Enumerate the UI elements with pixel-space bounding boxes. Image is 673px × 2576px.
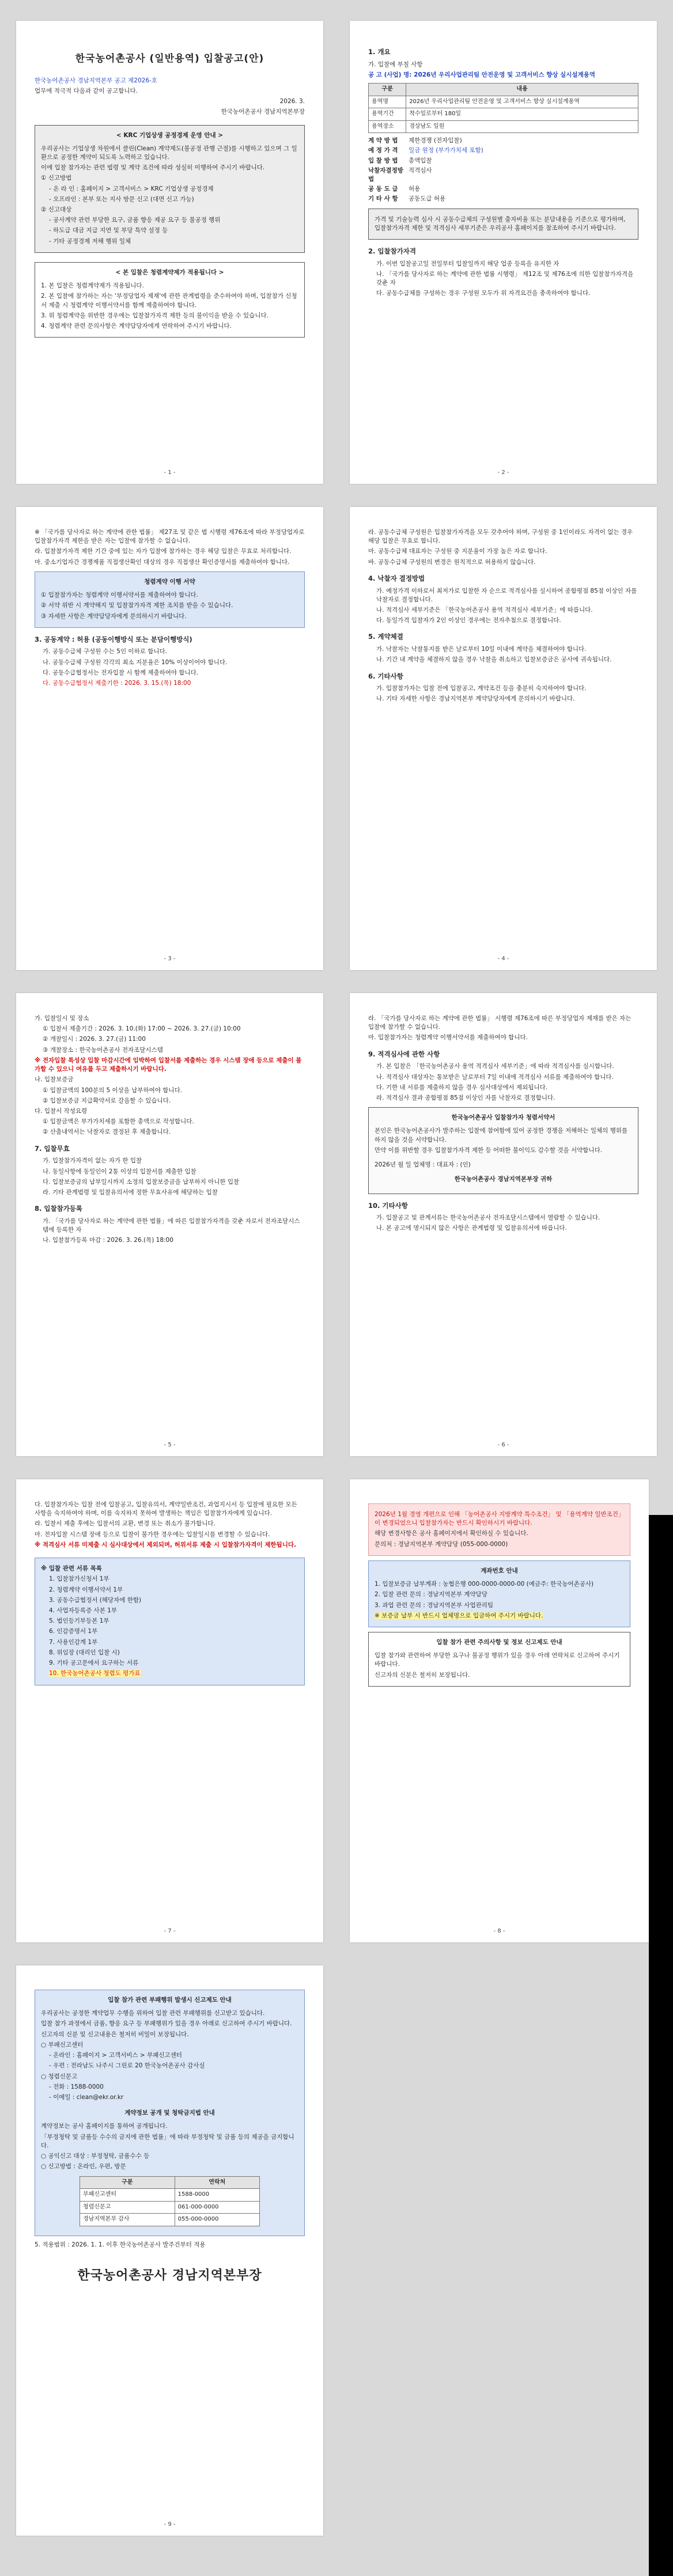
table-cell: 착수일로부터 180일 — [406, 108, 638, 121]
box-line: 만약 이를 위반할 경우 입찰참가자격 제한 등 어떠한 불이익도 감수할 것을 서약합니다. — [375, 1146, 603, 1154]
box-line: - 공사계약 관련 부당한 요구, 금품 향응 제공 요구 등 불공정 행위 — [49, 217, 221, 224]
body-line: 나. 적격심사 대상자는 통보받은 날로부터 7일 이내에 적격심사 서류를 제출하여야 합니다. — [376, 1073, 614, 1081]
body-line: ② 개찰일시 : 2026. 3. 27.(금) 11:00 — [43, 1036, 146, 1043]
box-line: 본인은 한국농어촌공사가 발주하는 입찰에 참여함에 있어 공정한 경쟁을 저해하는 일체의 행위를 하지 않을 것을 서약합니다. — [375, 1127, 628, 1143]
body-line: ② 입찰보증금 지급확약서로 갈음할 수 있습니다. — [43, 1097, 171, 1104]
box-line: 문의처 : 경남지역본부 계약담당 (055-000-0000) — [375, 1540, 508, 1548]
box-title: 입찰 참가 관련 주의사항 및 정보 신고제도 안내 — [436, 1638, 562, 1646]
page-number: - 4 - — [497, 955, 509, 962]
table-header: 구분 — [369, 84, 406, 96]
page-number: - 1 - — [164, 469, 176, 476]
body-line: 가. 예정가격 이하로서 최저가로 입찰한 자 순으로 적격심사를 실시하여 종합평점 85점 이상인 자를 낙찰자로 결정합니다. — [376, 587, 637, 603]
section-heading: 2. 입찰참가자격 — [368, 247, 417, 256]
table-header: 연락처 — [175, 2176, 259, 2189]
body-line: 나. 기타 자세한 사항은 경남지역본부 계약담당자에게 문의하시기 바랍니다. — [376, 695, 575, 703]
kv-value: 적격심사 — [409, 166, 432, 174]
table-cell: 용역장소 — [369, 120, 406, 133]
box-footer: 한국농어촌공사 경남지역본부장 귀하 — [454, 1176, 553, 1183]
box-line: 우리공사는 기업상생 차원에서 클린(Clean) 계약제도(불공정 관행 근절)를 시행하고 있으며 그 일환으로 공정한 계약이 되도록 노력하고 있습니다. — [41, 145, 297, 161]
box-line: - 우편 : 전라남도 나주시 그린로 20 한국농어촌공사 감사실 — [49, 2062, 205, 2070]
box-line: 3. 과업 관련 문의 : 경남지역본부 사업관리팀 — [375, 1601, 494, 1609]
body-line: 라. 적격심사 결과 종합평점 85점 이상인 자를 낙찰자로 결정합니다. — [376, 1094, 555, 1101]
kv-value: 공동도급 허용 — [409, 195, 446, 203]
table-row — [369, 96, 638, 108]
box-title: < KRC 기업상생 공정경제 운영 안내 > — [116, 131, 224, 139]
box-line: 신고자의 신분은 철저히 보장됩니다. — [375, 1671, 470, 1679]
box-title: 입찰 참가 관련 부패행위 발생시 신고제도 안내 — [108, 1997, 232, 2003]
body-line: 나. 동일사항에 동일인이 2통 이상의 입찰서를 제출한 입찰 — [43, 1168, 196, 1175]
signature-line: 2026년 월 일 업체명 : 대표자 : (인) — [375, 1161, 471, 1169]
page-number: - 3 - — [164, 955, 176, 962]
kv-value: 허용 — [409, 185, 421, 193]
body-line: ① 입찰금액은 부가가치세를 포함한 총액으로 작성합니다. — [43, 1118, 194, 1126]
overview-table — [368, 83, 638, 133]
list-item: 1. 입찰참가신청서 1부 — [49, 1575, 109, 1583]
section-heading: 9. 적격심사에 관한 사항 — [368, 1050, 440, 1058]
body-line: ② 산출내역서는 낙찰자로 결정된 후 제출합니다. — [43, 1128, 171, 1136]
box-title: 한국농어촌공사 입찰참가자 청렴서약서 — [451, 1114, 555, 1122]
body-line: 가. 입찰참가자격이 없는 자가 한 입찰 — [43, 1157, 142, 1165]
kv-key: 공 동 도 급 — [368, 185, 398, 193]
krc-fair-economy-box — [35, 125, 305, 253]
report-info-box — [368, 1632, 630, 1687]
box-line: 4. 청렴계약 관련 문의사항은 계약담당자에게 연락하여 주시기 바랍니다. — [41, 323, 232, 330]
body-line: 마. 공동수급체 대표자는 구성원 중 지분율이 가장 높은 자로 합니다. — [368, 548, 547, 555]
box-subtitle: 계약정보 공개 및 청탁금지법 안내 — [124, 2109, 215, 2117]
section-heading: 6. 기타사항 — [368, 672, 403, 680]
box-line: 2. 입찰 관련 문의 : 경남지역본부 계약담당 — [375, 1591, 487, 1598]
table-cell: 1588-0000 — [175, 2189, 259, 2202]
list-item: 3. 공동수급협정서 (해당자에 한함) — [49, 1596, 142, 1604]
box-title: 계좌번호 안내 — [481, 1567, 518, 1574]
document-page-2 — [350, 21, 657, 484]
table-row — [369, 120, 638, 133]
qualification-line: 다. 공동수급체를 구성하는 경우 구성원 모두가 위 자격요건을 충족하여야 합니다. — [376, 290, 591, 297]
kv-key: 입 찰 방 법 — [368, 157, 398, 164]
box-line: 신고자의 신분 및 신고내용은 철저히 비밀이 보장됩니다. — [41, 2031, 189, 2038]
box-line: 입찰 참가와 관련하여 부당한 요구나 불공정 행위가 있을 경우 아래 연락처로 신고하여 주시기 바랍니다. — [375, 1652, 620, 1668]
box-line: - 하도급 대금 지급 지연 및 부당 특약 설정 등 — [49, 227, 168, 234]
table-cell: 부패신고센터 — [80, 2189, 175, 2202]
list-item: 7. 사용인감계 1부 — [49, 1638, 98, 1646]
table-cell: 2026년 우리사업관리팀 안전운영 및 고객서비스 향상 실시설계용역 — [406, 96, 638, 108]
body-line: 라. 기타 관계법령 및 입찰유의서에 정한 무효사유에 해당하는 입찰 — [43, 1188, 218, 1196]
table-row — [80, 2201, 260, 2214]
box-line: ③ 자세한 사항은 계약담당자에게 문의하시기 바랍니다. — [41, 612, 187, 620]
box-line: ② 신고대상 — [41, 206, 72, 214]
table-row — [369, 108, 638, 121]
kv-key: 기 타 사 항 — [368, 195, 398, 203]
box-line: - 전화 : 1588-0000 — [49, 2083, 104, 2090]
document-page-4 — [350, 507, 657, 970]
section-heading: 10. 기타사항 — [368, 1201, 408, 1210]
body-line: 가. 「국가를 당사자로 하는 계약에 관한 법률」에 따른 입찰참가자격을 갖춘 자로서 전자조달시스템에 등록한 자 — [43, 1217, 300, 1234]
kv-key: 낙찰자결정방법 — [368, 166, 403, 183]
box-line: - 오프라인 : 본부 또는 지사 방문 신고 (대면 신고 가능) — [49, 195, 194, 203]
notice-number: 한국농어촌공사 경남지역본부 공고 제2026-호 — [35, 77, 157, 84]
box-line: - 온 라 인 : 홈페이지 > 고객서비스 > KRC 기업상생 공정경제 — [49, 185, 214, 192]
body-line: 나. 기간 내 계약을 체결하지 않을 경우 낙찰을 취소하고 입찰보증금은 공사에 귀속됩니다. — [376, 656, 612, 664]
box-line: 3. 위 청렴계약을 위반한 경우에는 입찰참가자격 제한 등의 불이익을 받을 수 있습니다. — [41, 312, 269, 319]
body-line: 가. 입찰참가자는 입찰 전에 입찰공고, 계약조건 등을 충분히 숙지하여야 합니다. — [376, 685, 587, 692]
note-text: 가격 및 기술능력 심사 시 공동수급체의 구성원별 출자비율 또는 분담내용을 기준으로 평가하며, 입찰참가자격 제한 및 적격심사 세부기준은 우리공사 홈페이지를 참조하여 주시기 바랍니다. — [375, 215, 626, 232]
body-line: 라. 입찰참가자격 제한 기간 중에 있는 자가 입찰에 참가하는 경우 해당 입찰은 무효로 처리합니다. — [35, 548, 292, 555]
body-line: 다. 입찰보증금의 납부일시까지 소정의 입찰보증금을 납부하지 아니한 입찰 — [43, 1178, 240, 1185]
page-number: - 2 - — [497, 469, 509, 476]
body-line: 가. 입찰공고 및 관계서류는 한국농어촌공사 전자조달시스템에서 열람할 수 있습니다. — [376, 1214, 600, 1222]
body-line: 라. 「국가를 당사자로 하는 계약에 관한 법률」 시행령 제76조에 따른 부정당업자 제재를 받은 자는 입찰에 참가할 수 없습니다. — [368, 1015, 632, 1031]
box-line: ① 입찰참가자는 청렴계약 이행서약서를 제출하여야 합니다. — [41, 592, 198, 599]
body-line: 나. 공동수급체 구성원 각각의 최소 지분율은 10% 이상이어야 합니다. — [43, 658, 228, 666]
box-line: 1. 본 입찰은 청렴계약제가 적용됩니다. — [41, 282, 144, 290]
kv-key: 예 정 가 격 — [368, 147, 398, 154]
account-info-box — [368, 1560, 630, 1627]
body-line: 바. 공동수급체 구성원의 변경은 원칙적으로 허용하지 않습니다. — [368, 558, 536, 566]
box-line: 이에 입찰 참가자는 관련 법령 및 계약 조건에 따라 성실히 이행하여 주시기 바랍니다. — [41, 164, 265, 172]
box-line: ○ 신고방법 : 온라인, 우편, 방문 — [41, 2163, 126, 2170]
box-line: ○ 부패신고센터 — [41, 2041, 84, 2048]
kv-row — [368, 166, 638, 184]
body-line: 나. 입찰보증금 — [35, 1076, 74, 1084]
list-item: 9. 기타 공고문에서 요구하는 서류 — [49, 1660, 139, 1667]
body-line: ① 입찰서 제출기간 : 2026. 3. 10.(화) 17:00 ~ 2026. 3. 27.(금) 10:00 — [43, 1025, 241, 1033]
kv-value: 제한경쟁 (전자입찰) — [409, 137, 462, 145]
kv-key: 계 약 방 법 — [368, 137, 398, 145]
contact-table — [80, 2176, 260, 2226]
section-heading: 7. 입찰무효 — [35, 1144, 70, 1153]
box-line: ○ 청렴신문고 — [41, 2073, 78, 2080]
section-heading: 3. 공동계약 : 허용 (공동이행방식 또는 분담이행방식) — [35, 635, 192, 643]
qualification-line: 가. 이번 입찰공고일 전일부터 입찰일까지 해당 업종 등록을 유지한 자 — [376, 260, 559, 267]
body-line: 나. 적격심사 세부기준은 「한국농어촌공사 용역 적격심사 세부기준」에 따릅니다. — [376, 606, 593, 613]
page-number: - 8 - — [493, 1927, 505, 1934]
body-line: 가. 낙찰자는 낙찰통지를 받은 날로부터 10일 이내에 계약을 체결하여야 합니다. — [376, 646, 587, 653]
list-item: 6. 인감증명서 1부 — [49, 1628, 98, 1635]
box-line: 입찰 참가 과정에서 금품, 향응 요구 등 부패행위가 있을 경우 아래로 신고하여 주시기 바랍니다. — [41, 2020, 292, 2028]
list-item: 2. 청렴계약 이행서약서 1부 — [49, 1586, 123, 1593]
notice-date: 2026. 3. — [279, 98, 305, 105]
table-row — [80, 2189, 260, 2202]
box-title: 청렴계약 이행 서약 — [144, 578, 195, 585]
deadline-line: 다. 공동수급협정서 제출기한 : 2026. 3. 15.(목) 18:00 — [43, 680, 191, 687]
kv-row — [368, 195, 638, 203]
document-page-6 — [350, 993, 657, 1456]
table-cell: 용역기간 — [369, 108, 406, 121]
box-line: ① 신고방법 — [41, 175, 72, 182]
box-line: 「부정청탁 및 금품등 수수의 금지에 관한 법률」에 따라 부정청탁 및 금품 등의 제공을 금지합니다. — [41, 2133, 294, 2149]
issuer-signature: 한국농어촌공사 경남지역본부장 — [77, 2268, 262, 2283]
warning-note: ※ 전자입찰 특성상 입찰 마감시간에 임박하여 입찰서를 제출하는 경우 시스템 장애 등으로 제출이 불가할 수 있으니 여유를 두고 제출하시기 바랍니다. — [35, 1056, 302, 1073]
qualification-line: 나. 「국가를 당사자로 하는 계약에 관한 법률 시행령」 제12조 및 제76조에 의한 입찰참가자격을 갖춘 자 — [376, 270, 634, 287]
box-line: - 기타 공정경제 저해 행위 일체 — [49, 237, 131, 245]
table-header: 구분 — [80, 2176, 175, 2189]
body-line: 마. 중소기업자간 경쟁제품 직접생산확인 대상의 경우 직접생산 확인증명서를 제출하여야 합니다. — [35, 558, 290, 566]
body-line: ① 입찰금액의 100분의 5 이상을 납부하여야 합니다. — [43, 1086, 183, 1094]
section-heading: 8. 입찰참가등록 — [35, 1204, 83, 1213]
box-line: 2. 본 입찰에 참가하는 자는 '부정당업자 제재'에 관한 관계법령을 준수하여야 하며, 입찰참가 신청서 제출 시 청렴계약 이행서약서를 함께 제출하여야 합니다. — [41, 293, 297, 309]
body-line: 가. 공동수급체 구성원 수는 5인 이하로 합니다. — [43, 648, 167, 656]
page-number: - 6 - — [497, 1441, 509, 1448]
document-page-5 — [16, 993, 323, 1456]
background-black-region — [649, 1515, 673, 2576]
page-number: - 7 - — [164, 1927, 176, 1934]
kv-row — [368, 137, 638, 145]
kv-row — [368, 157, 638, 165]
notice-subject: 업무에 적극적 다음과 같이 공고합니다. — [35, 87, 138, 94]
table-header: 내용 — [406, 84, 638, 96]
document-page-3 — [16, 507, 323, 970]
box-line: 계약정보는 공사 홈페이지를 통하여 공개됩니다. — [41, 2123, 168, 2130]
box-title: ※ 입찰 관련 서류 목록 — [41, 1565, 102, 1573]
section-heading: 1. 개요 — [368, 48, 391, 56]
table-row — [80, 2214, 260, 2226]
document-list-box — [35, 1558, 305, 1685]
document-page-9 — [16, 1965, 323, 2536]
list-item-highlight: 10. 한국농어촌공사 청렴도 평가표 — [49, 1670, 141, 1677]
kv-row — [368, 185, 638, 194]
box-line: - 이메일 : clean@ekr.or.kr — [49, 2093, 124, 2101]
section-heading: 5. 계약체결 — [368, 632, 403, 641]
box-line: ② 서약 위반 시 계약해지 및 입찰참가자격 제한 조치를 받을 수 있습니다. — [41, 602, 233, 609]
box-line: ○ 공익신고 대상 : 부정청탁, 금품수수 등 — [41, 2153, 150, 2160]
table-cell: 용역명 — [369, 96, 406, 108]
table-cell: 경남지역본부 감사 — [80, 2214, 175, 2226]
page-title: 한국농어촌공사 (일반용역) 입찰공고(안) — [75, 53, 264, 65]
box-line: 해당 변경사항은 공사 홈페이지에서 확인하실 수 있습니다. — [375, 1530, 528, 1537]
highlight-text: ※ 보증금 납부 시 반드시 업체명으로 입금하여 주시기 바랍니다. — [375, 1612, 543, 1619]
pledge-form-box — [368, 1107, 638, 1194]
body-line: 라. 입찰서 제출 후에는 입찰서의 교환, 변경 또는 취소가 불가합니다. — [35, 1520, 215, 1528]
body-line: 다. 입찰서 작성요령 — [35, 1107, 88, 1115]
table-cell: 경상남도 일원 — [406, 120, 638, 133]
box-line: - 온라인 : 홈페이지 > 고객서비스 > 부패신고센터 — [49, 2052, 182, 2059]
warning-note: ※ 적격심사 서류 미제출 시 심사대상에서 제외되며, 허위서류 제출 시 입찰참가자격이 제한됩니다. — [35, 1541, 296, 1548]
body-line: 마. 입찰참가자는 청렴계약 이행서약서를 제출하여야 합니다. — [368, 1034, 528, 1041]
body-line: 마. 전자입찰 시스템 장애 등으로 입찰이 불가한 경우에는 입찰일시를 변경할 수 있습니다. — [35, 1531, 270, 1538]
project-name: 공 고 (사업) 명: 2026년 우리사업관리팀 안전운영 및 고객서비스 향상 실시설계용역 — [368, 71, 596, 78]
integrity-contract-box — [35, 262, 305, 338]
page-number: - 5 - — [164, 1441, 176, 1448]
page-number: - 9 - — [164, 2521, 176, 2528]
table-cell: 청렴신문고 — [80, 2201, 175, 2214]
body-line: ③ 개찰장소 : 한국농어촌공사 전자조달시스템 — [43, 1046, 163, 1054]
box-line: 2026년 1월 경영 개편으로 인해 「농어촌공사 지방계약 특수조건」 및 「용역계약 일반조건」이 변경되었으니 입찰참가자는 반드시 확인하시기 바랍니다. — [375, 1511, 622, 1527]
document-page-7 — [16, 1479, 323, 1942]
body-line: 가. 입찰일시 및 장소 — [35, 1015, 89, 1022]
list-item: 8. 위임장 (대리인 입찰 시) — [49, 1649, 120, 1656]
notice-issuer: 한국농어촌공사 경남지역본부장 — [221, 108, 305, 116]
body-line: 다. 동일가격 입찰자가 2인 이상인 경우에는 전자추첨으로 결정합니다. — [376, 617, 561, 624]
kv-row — [368, 146, 638, 155]
body-line: 나. 입찰참가등록 마감 : 2026. 3. 26.(목) 18:00 — [43, 1237, 173, 1244]
kv-value: 일금 원정 (부가가치세 포함) — [409, 147, 483, 154]
note-box — [368, 209, 638, 240]
box-line: 우리공사는 공정한 계약업무 수행을 위하여 입찰 관련 부패행위를 신고받고 있습니다. — [41, 2010, 265, 2017]
box-line: 1. 입찰보증금 납부계좌 : 농협은행 000-0000-0000-00 (예금주: 한국농어촌공사) — [375, 1581, 594, 1588]
footer-line: 5. 적용범위 : 2026. 1. 1. 이후 한국농어촌공사 발주건부터 적용 — [35, 2241, 206, 2248]
table-cell: 055-000-0000 — [175, 2214, 259, 2226]
list-item: 4. 사업자등록증 사본 1부 — [49, 1607, 117, 1614]
document-page-1 — [16, 21, 323, 484]
body-line: 가. 본 입찰은 「한국농어촌공사 용역 적격심사 세부기준」에 따라 적격심사를 실시합니다. — [376, 1063, 614, 1070]
body-line: 다. 공동수급협정서는 전자입찰 시 함께 제출하여야 합니다. — [43, 669, 199, 676]
list-item: 5. 법인등기부등본 1부 — [49, 1617, 109, 1625]
body-line: 다. 입찰참가자는 입찰 전에 입찰공고, 입찰유의서, 계약일반조건, 과업지시서 등 입찰에 필요한 모든 사항을 숙지하여야 하며, 이를 숙지하지 못하여 발생하는 책임은 입찰참가자에게 있습니다. — [35, 1501, 297, 1517]
body-line: 다. 기한 내 서류를 제출하지 않을 경우 심사대상에서 제외됩니다. — [376, 1084, 548, 1091]
table-cell: 061-000-0000 — [175, 2201, 259, 2214]
notice-box-pink — [368, 1503, 630, 1556]
body-line: 나. 본 공고에 명시되지 않은 사항은 관계법령 및 입찰유의서에 따릅니다. — [376, 1225, 567, 1232]
section-heading: 4. 낙찰자 결정방법 — [368, 574, 425, 582]
corruption-report-box — [35, 1990, 305, 2236]
body-line: 라. 공동수급체 구성원은 입찰참가자격을 모두 갖추어야 하며, 구성원 중 1인이라도 자격이 없는 경우 해당 입찰은 무효로 합니다. — [368, 529, 633, 545]
overview-label: 가. 입찰에 부칠 사항 — [368, 60, 423, 68]
body-line: ※ 「국가를 당사자로 하는 계약에 관한 법률」 제27조 및 같은 법 시행령 제76조에 따라 부정당업자로 입찰참가자격 제한을 받은 자는 입찰에 참가할 수 없습니다. — [35, 529, 305, 545]
document-page-8 — [350, 1479, 649, 1942]
integrity-pledge-box — [35, 571, 305, 628]
box-title: < 본 입찰은 청렴계약제가 적용됩니다 > — [115, 268, 224, 276]
kv-value: 총액입찰 — [409, 157, 432, 164]
